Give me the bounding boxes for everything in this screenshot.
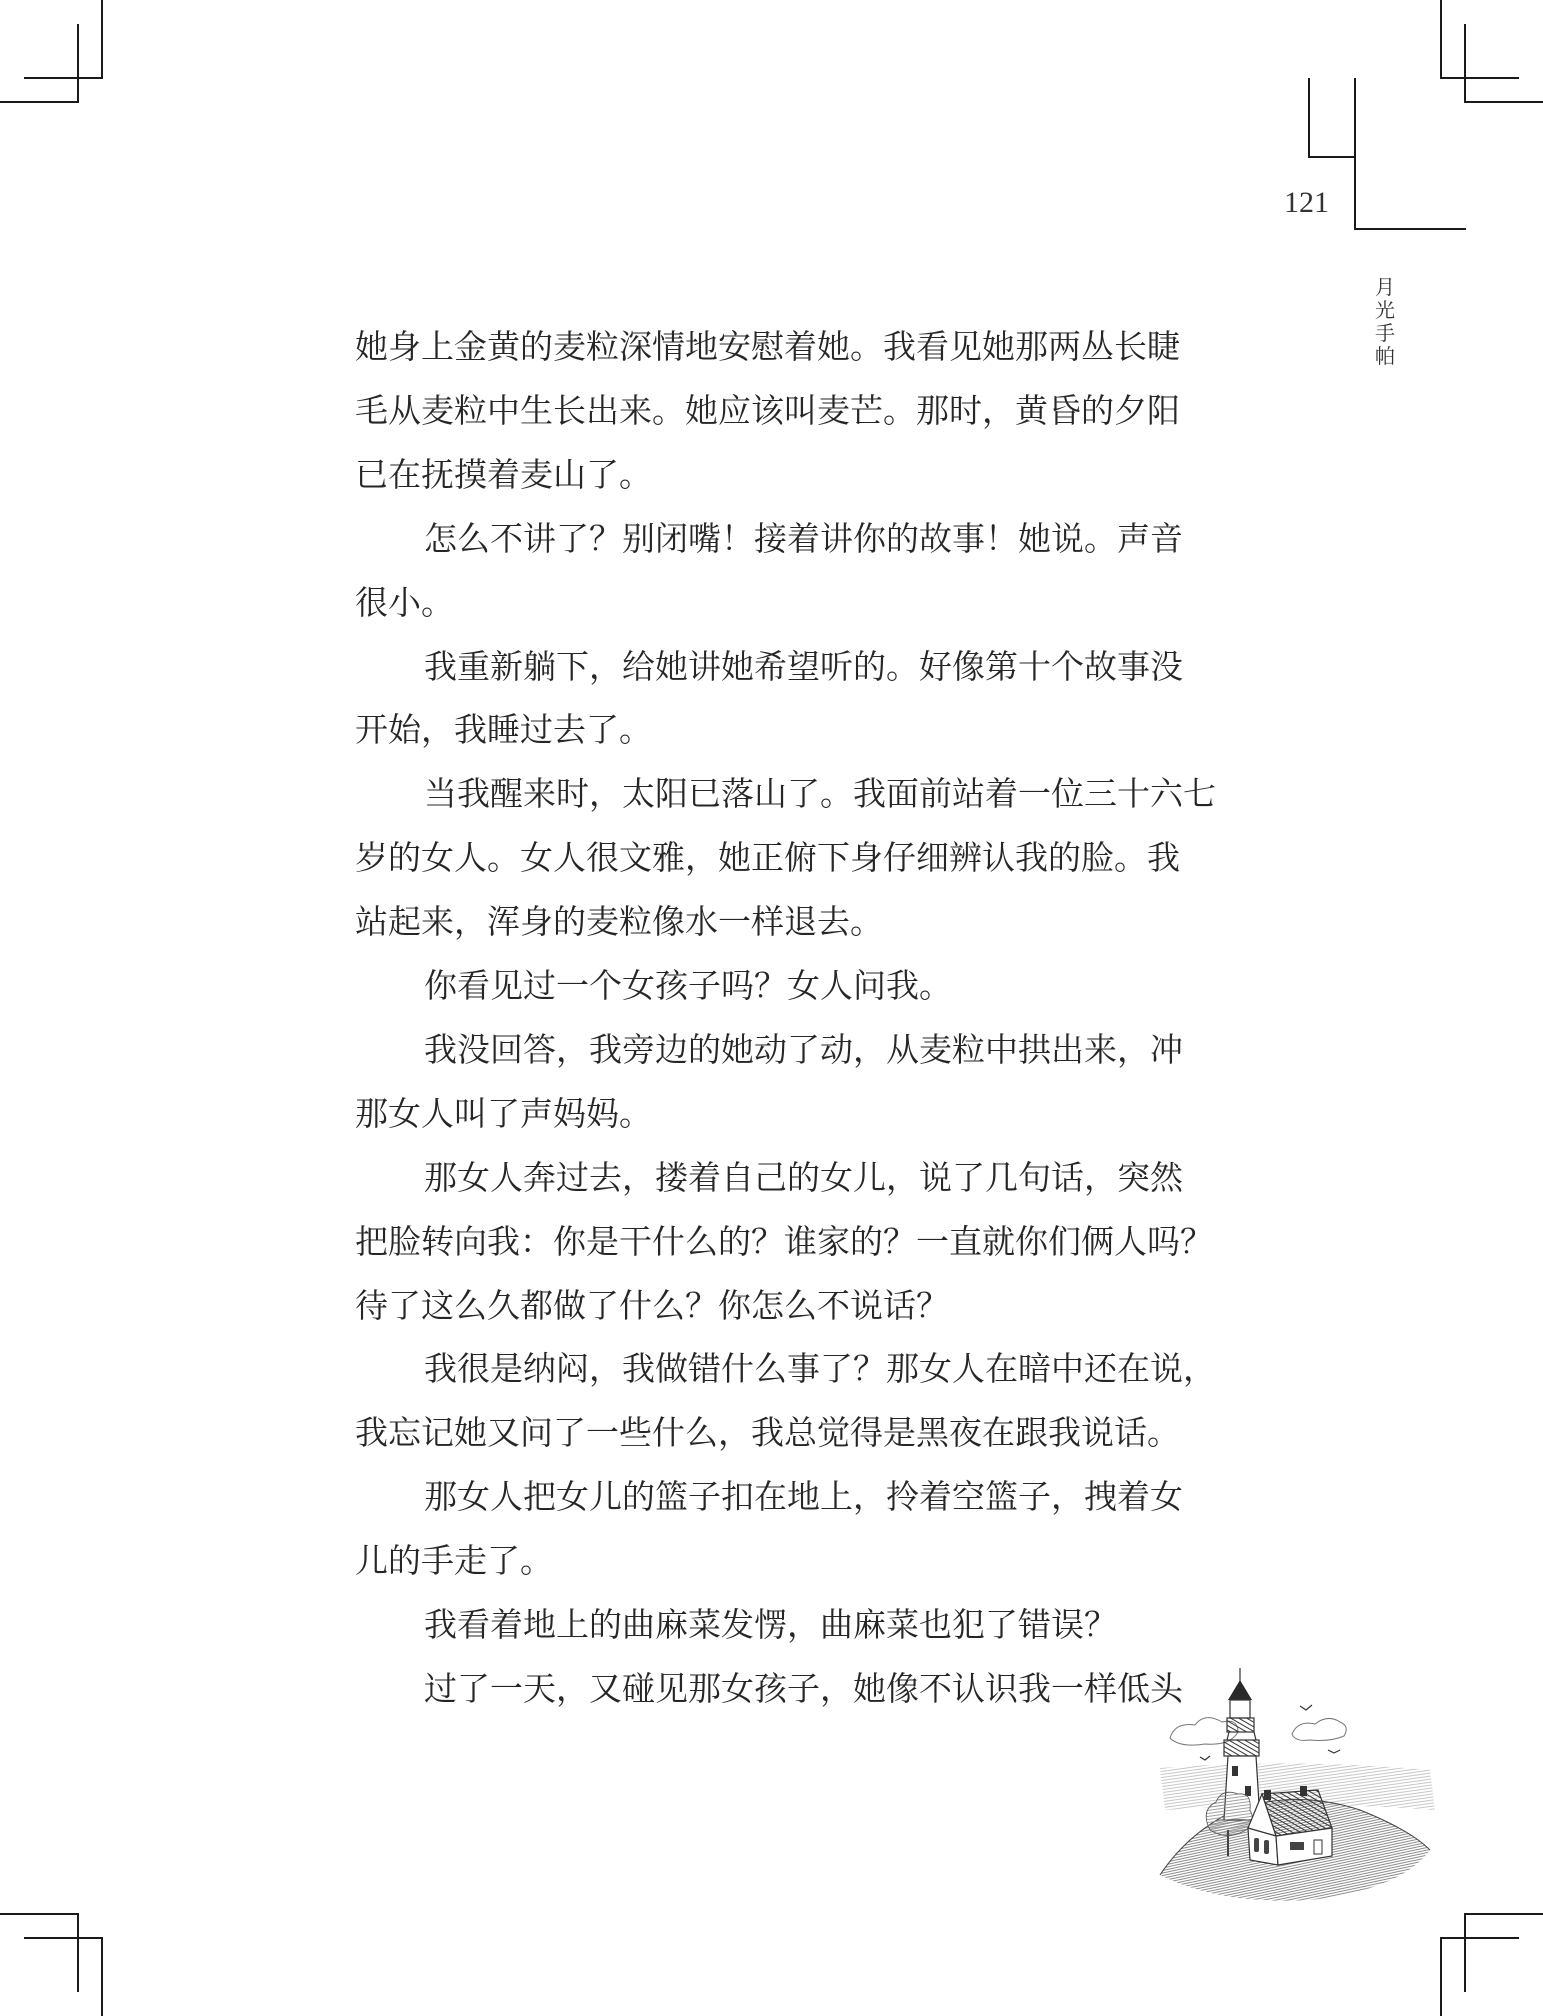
text-line: 那女人把女儿的篮子扣在地上，拎着空篮子，拽着女 xyxy=(424,1477,1183,1516)
running-title-char: 光 xyxy=(1375,298,1395,322)
crop-mark xyxy=(0,101,79,103)
text-line: 她身上金黄的麦粒深情地安慰着她。我看见她那两丛长睫 xyxy=(355,327,1180,366)
header-rule xyxy=(1308,78,1310,158)
text-line: 已在抚摸着麦山了。 xyxy=(355,455,652,494)
running-title-char: 帕 xyxy=(1375,344,1395,368)
text-line: 过了一天，又碰见那女孩子，她像不认识我一样低头 xyxy=(424,1669,1183,1708)
crop-mark xyxy=(1464,1913,1466,1992)
text-line: 怎么不讲了？别闭嘴！接着讲你的故事！她说。声音 xyxy=(424,519,1183,558)
running-title-char: 月 xyxy=(1375,275,1395,299)
text-line: 开始，我睡过去了。 xyxy=(355,710,652,749)
crop-mark xyxy=(1464,24,1466,103)
text-line: 把脸转向我：你是干什么的？谁家的？一直就你们俩人吗？ xyxy=(355,1222,1213,1261)
text-line: 我没回答，我旁边的她动了动，从麦粒中拱出来，冲 xyxy=(424,1030,1183,1069)
crop-mark xyxy=(77,1913,79,1992)
text-line: 我忘记她又问了一些什么，我总觉得是黑夜在跟我说话。 xyxy=(355,1413,1180,1452)
text-line: 那女人叫了声妈妈。 xyxy=(355,1094,652,1133)
crop-mark xyxy=(1440,77,1519,79)
text-line: 我重新躺下，给她讲她希望听的。好像第十个故事没 xyxy=(424,647,1183,686)
running-title xyxy=(1372,276,1398,368)
running-title-char: 手 xyxy=(1375,321,1395,345)
text-line: 毛从麦粒中生长出来。她应该叫麦芒。那时，黄昏的夕阳 xyxy=(355,391,1180,430)
page-number: 121 xyxy=(1284,186,1329,219)
text-line: 你看见过一个女孩子吗？女人问我。 xyxy=(424,966,952,1005)
header-rule xyxy=(1354,78,1356,230)
text-line: 我很是纳闷，我做错什么事了？那女人在暗中还在说， xyxy=(424,1349,1216,1388)
crop-mark xyxy=(1440,1937,1442,2016)
crop-mark xyxy=(24,1937,103,1939)
crop-mark xyxy=(101,0,103,79)
text-line: 岁的女人。女人很文雅，她正俯下身仔细辨认我的脸。我 xyxy=(355,838,1180,877)
crop-mark xyxy=(1440,1937,1519,1939)
header-rule xyxy=(1308,156,1355,158)
crop-mark xyxy=(101,1937,103,2016)
crop-mark xyxy=(0,1913,79,1915)
crop-mark xyxy=(24,77,103,79)
crop-mark xyxy=(77,24,79,103)
text-line: 当我醒来时，太阳已落山了。我面前站着一位三十六七 xyxy=(424,774,1216,813)
header-rule xyxy=(1354,228,1466,230)
text-line: 站起来，浑身的麦粒像水一样退去。 xyxy=(355,902,883,941)
text-line: 待了这么久都做了什么？你怎么不说话？ xyxy=(355,1286,949,1325)
crop-mark xyxy=(1440,0,1442,79)
crop-mark xyxy=(1464,101,1543,103)
text-line: 那女人奔过去，搂着自己的女儿，说了几句话，突然 xyxy=(424,1158,1183,1197)
lighthouse-illustration xyxy=(1150,1660,1450,1910)
crop-mark xyxy=(1464,1913,1543,1915)
text-line: 我看着地上的曲麻菜发愣，曲麻菜也犯了错误？ xyxy=(424,1605,1117,1644)
text-line: 儿的手走了。 xyxy=(355,1541,553,1580)
text-line: 很小。 xyxy=(355,583,454,622)
